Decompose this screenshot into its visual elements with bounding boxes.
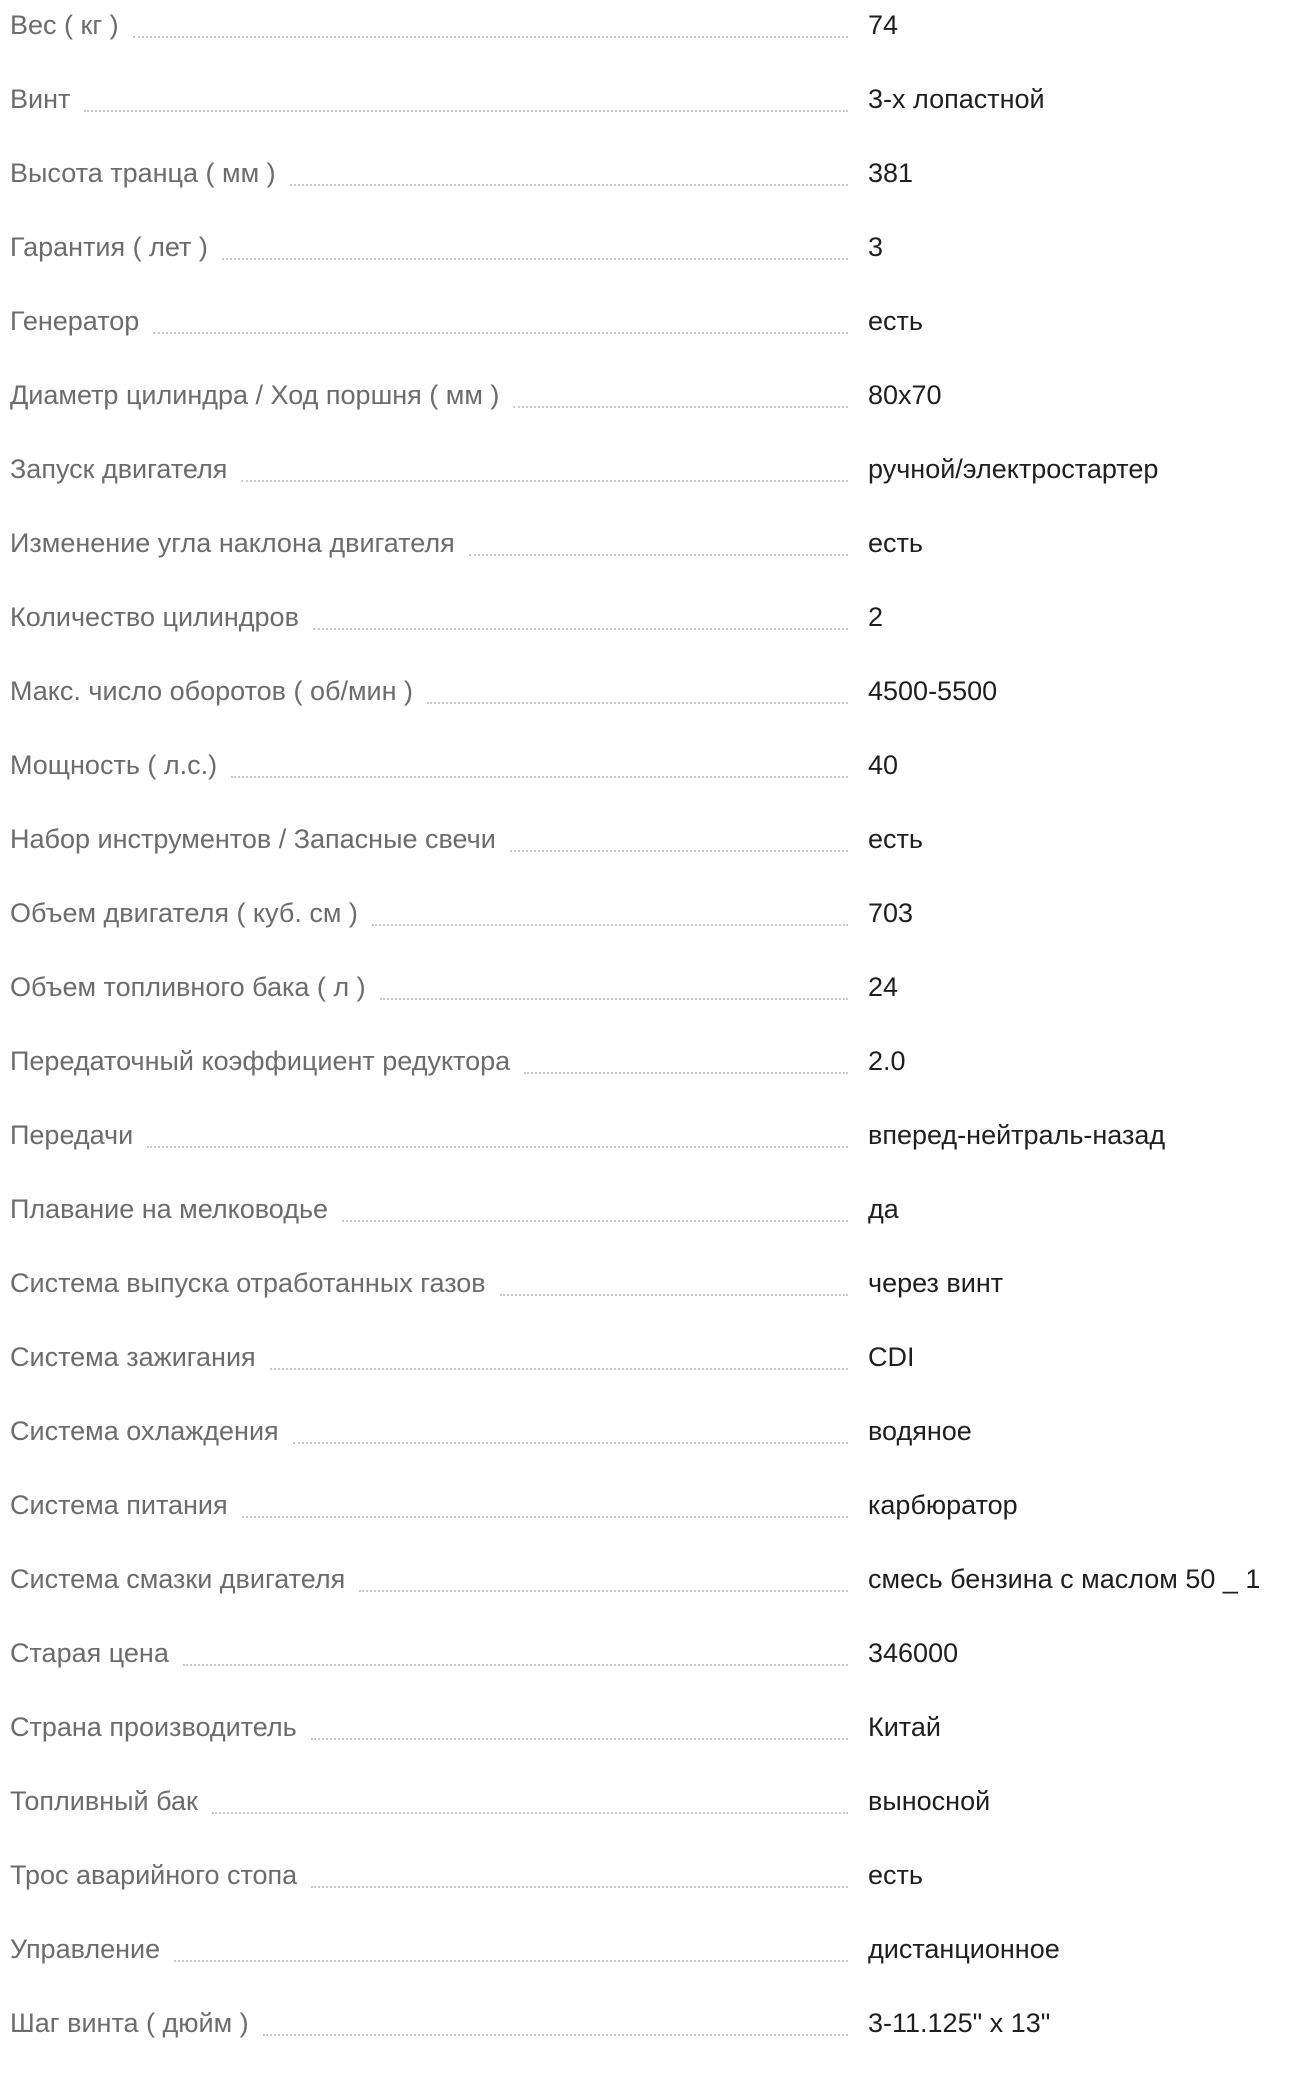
- spec-row: [0, 1634, 1290, 1708]
- dotted-leader: [469, 554, 848, 556]
- spec-label: Высота транца ( мм ): [10, 158, 276, 188]
- spec-row: [0, 1486, 1290, 1560]
- spec-label: Вес ( кг ): [10, 10, 119, 40]
- spec-value: 346000: [868, 1638, 959, 1668]
- spec-label: Изменение угла наклона двигателя: [10, 528, 455, 558]
- spec-row: [0, 154, 1290, 228]
- spec-row: [0, 598, 1290, 672]
- dotted-leader: [263, 2034, 848, 2036]
- spec-value: 703: [868, 898, 914, 928]
- spec-value: 24: [868, 972, 899, 1002]
- spec-row: [0, 524, 1290, 598]
- spec-value: 3-х лопастной: [868, 84, 1045, 114]
- spec-row: [0, 968, 1290, 1042]
- spec-row: [0, 1338, 1290, 1412]
- spec-label: Генератор: [10, 306, 140, 336]
- dotted-leader: [212, 1812, 848, 1814]
- spec-value: дистанционное: [868, 1934, 1060, 1964]
- spec-label: Объем двигателя ( куб. см ): [10, 898, 358, 928]
- spec-value: да: [868, 1194, 899, 1224]
- dotted-leader: [313, 628, 848, 630]
- spec-row: [0, 894, 1290, 968]
- spec-row: [0, 746, 1290, 820]
- spec-value: Китай: [868, 1712, 941, 1742]
- spec-label: Гарантия ( лет ): [10, 232, 208, 262]
- spec-row: [0, 1708, 1290, 1782]
- dotted-leader: [311, 1738, 848, 1740]
- spec-row: [0, 450, 1290, 524]
- specifications-list: [0, 6, 1290, 2078]
- spec-value: через винт: [868, 1268, 1004, 1298]
- spec-label: Управление: [10, 1934, 161, 1964]
- dotted-leader: [372, 924, 848, 926]
- spec-row: [0, 1930, 1290, 2004]
- dotted-leader: [174, 1960, 848, 1962]
- spec-label: Винт: [10, 84, 71, 114]
- spec-label: Система зажигания: [10, 1342, 256, 1372]
- spec-label: Страна производитель: [10, 1712, 297, 1742]
- spec-value: вперед-нейтраль-назад: [868, 1120, 1166, 1150]
- dotted-leader: [359, 1590, 848, 1592]
- dotted-leader: [222, 258, 848, 260]
- spec-row: [0, 672, 1290, 746]
- dotted-leader: [311, 1886, 848, 1888]
- spec-value: CDI: [868, 1342, 915, 1372]
- spec-value: 381: [868, 158, 914, 188]
- dotted-leader: [133, 36, 848, 38]
- spec-label: Система выпуска отработанных газов: [10, 1268, 486, 1298]
- spec-value: водяное: [868, 1416, 972, 1446]
- spec-label: Система охлаждения: [10, 1416, 279, 1446]
- spec-label: Система питания: [10, 1490, 228, 1520]
- dotted-leader: [524, 1072, 848, 1074]
- spec-row: [0, 376, 1290, 450]
- spec-value: 4500-5500: [868, 676, 998, 706]
- dotted-leader: [427, 702, 848, 704]
- dotted-leader: [183, 1664, 848, 1666]
- spec-row: [0, 1782, 1290, 1856]
- spec-value: 3: [868, 232, 884, 262]
- spec-value: 80x70: [868, 380, 942, 410]
- spec-label: Система смазки двигателя: [10, 1564, 346, 1594]
- dotted-leader: [147, 1146, 848, 1148]
- spec-label: Набор инструментов / Запасные свечи: [10, 824, 496, 854]
- dotted-leader: [293, 1442, 848, 1444]
- spec-row: [0, 1042, 1290, 1116]
- spec-label: Топливный бак: [10, 1786, 198, 1816]
- spec-row: [0, 1412, 1290, 1486]
- dotted-leader: [84, 110, 848, 112]
- spec-value: смесь бензина с маслом 50 _ 1: [868, 1564, 1261, 1594]
- dotted-leader: [153, 332, 848, 334]
- spec-label: Старая цена: [10, 1638, 169, 1668]
- spec-value: 2: [868, 602, 884, 632]
- dotted-leader: [500, 1294, 848, 1296]
- spec-value: есть: [868, 1860, 923, 1890]
- spec-label: Диаметр цилиндра / Ход поршня ( мм ): [10, 380, 500, 410]
- spec-label: Запуск двигателя: [10, 454, 228, 484]
- spec-label: Объем топливного бака ( л ): [10, 972, 366, 1002]
- spec-value: 74: [868, 10, 899, 40]
- dotted-leader: [270, 1368, 848, 1370]
- dotted-leader: [242, 1516, 848, 1518]
- spec-value: карбюратор: [868, 1490, 1018, 1520]
- spec-label: Количество цилиндров: [10, 602, 299, 632]
- spec-value: выносной: [868, 1786, 991, 1816]
- spec-value: есть: [868, 306, 923, 336]
- dotted-leader: [510, 850, 848, 852]
- spec-label: Плавание на мелководье: [10, 1194, 329, 1224]
- spec-row: [0, 1560, 1290, 1634]
- dotted-leader: [342, 1220, 848, 1222]
- spec-row: [0, 80, 1290, 154]
- spec-row: [0, 820, 1290, 894]
- spec-label: Трос аварийного стопа: [10, 1860, 298, 1890]
- spec-row: [0, 1264, 1290, 1338]
- spec-value: есть: [868, 824, 923, 854]
- spec-row: [0, 6, 1290, 80]
- spec-value: есть: [868, 528, 923, 558]
- dotted-leader: [380, 998, 848, 1000]
- spec-row: [0, 2004, 1290, 2078]
- spec-value: 3-11.125" x 13": [868, 2008, 1051, 2038]
- dotted-leader: [231, 776, 848, 778]
- spec-value: 40: [868, 750, 899, 780]
- spec-row: [0, 1116, 1290, 1190]
- dotted-leader: [241, 480, 848, 482]
- spec-value: 2.0: [868, 1046, 906, 1076]
- spec-label: Шаг винта ( дюйм ): [10, 2008, 249, 2038]
- spec-value: ручной/электростартер: [868, 454, 1159, 484]
- spec-row: [0, 228, 1290, 302]
- spec-row: [0, 1190, 1290, 1264]
- spec-label: Мощность ( л.с.): [10, 750, 218, 780]
- spec-label: Макс. число оборотов ( об/мин ): [10, 676, 414, 706]
- dotted-leader: [513, 406, 848, 408]
- spec-label: Передаточный коэффициент редуктора: [10, 1046, 511, 1076]
- spec-row: [0, 302, 1290, 376]
- spec-row: [0, 1856, 1290, 1930]
- spec-label: Передачи: [10, 1120, 134, 1150]
- dotted-leader: [290, 184, 848, 186]
